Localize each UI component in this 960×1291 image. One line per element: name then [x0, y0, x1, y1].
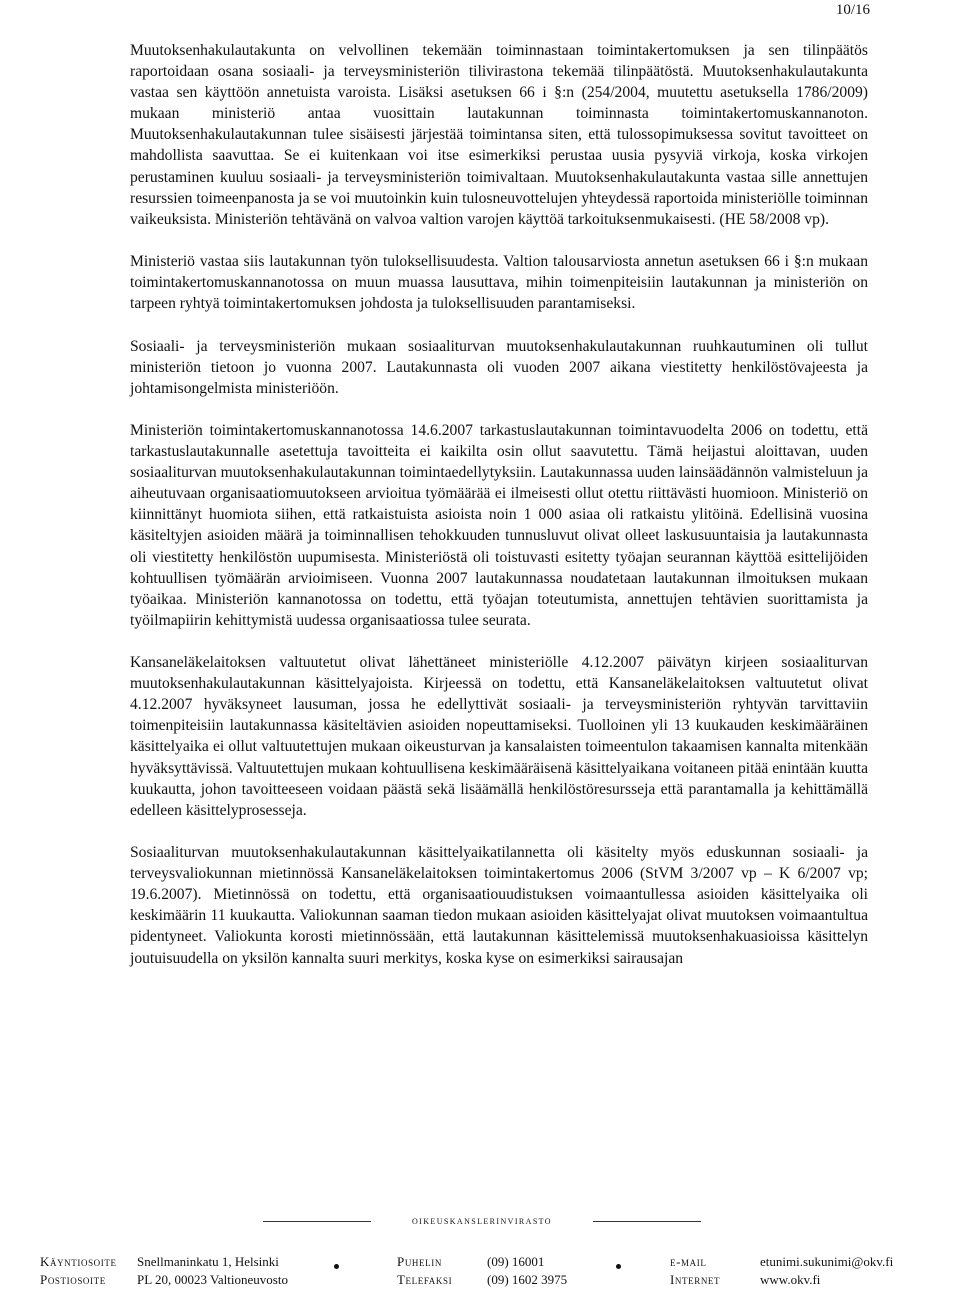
- document-body: [130, 40, 868, 990]
- visit-address-value: Snellmaninkatu 1, Helsinki: [137, 1254, 279, 1269]
- fax-value: (09) 1602 3975: [487, 1272, 568, 1287]
- fax-label: Telefaksi: [397, 1272, 453, 1287]
- paragraph: Kansaneläkelaitoksen valtuutetut olivat lähettäneet ministeriölle 4.12.2007 päivätyn kirjeen sosiaaliturvan muutoksenhakulautakunnan käsittelyajoista. Kirjeessä on todettu, että Kansaneläkelaitoksen valtuutetut olivat 4.12.2007 hyväksyneet lausuman, jossa he edellyttivät sosiaali- ja terveysministeriön ryhtyvän tarvittaviin toimenpiteisiin lautakunnassa käsiteltävien asioiden nopeuttamiseksi. Tuolloinen yli 13 kuukauden keskimääräinen käsittelyaika ei ollut valtuutettujen mukaan oikeusturvan ja kansalaisten toimeentulon takaamisen kannalta mitenkään hyväksyttävissä. Valtuutettujen mukaan kohtuullisena keskimääräisenä käsittelyaikana voitaneen pitää enintään kuutta kuukautta, johon tavoitteeseen voidaan päästä sekä lisäämällä henkilöstöresursseja että parantamalla ja kehittämällä edelleen käsittelyprosesseja.: [130, 654, 868, 819]
- email-label: e-mail: [670, 1254, 707, 1269]
- phone-value: (09) 16001: [487, 1254, 545, 1269]
- email-value[interactable]: etunimi.sukunimi@okv.fi: [760, 1254, 894, 1269]
- post-address-label: Postiosoite: [40, 1272, 106, 1287]
- phone-label: Puhelin: [397, 1254, 442, 1269]
- footer-separator-dot: [334, 1264, 339, 1269]
- internet-label: Internet: [670, 1272, 721, 1287]
- footer-divider-left: [263, 1221, 371, 1222]
- footer-organization-name: oikeuskanslerinvirasto: [412, 1213, 552, 1227]
- paragraph: Ministeriö vastaa siis lautakunnan työn tuloksellisuudesta. Valtion talousarviosta annetun asetuksen 66 i §:n mukaan toimintakertomuskannanotossa on muun muassa lausuttava, mihin toimenpiteisiin lautakunnan ja ministeriön on tarpeen ryhtyä toimintakertomuksen johdosta ja tuloksellisuuden parantamiseksi.: [130, 253, 868, 313]
- paragraph: Sosiaaliturvan muutoksenhakulautakunnan käsittelyaikatilannetta oli käsitelty myös eduskunnan sosiaali- ja terveysvaliokunnan mietinnössä Kansaneläkelaitoksen toimintakertomus 2006 (StVM 3/2007 vp – K 6/2007 vp; 19.6.2007). Mietinnössä on todettu, että organisaatiouudistuksen voimaantullessa asioiden käsittelyaika oli keskimäärin 11 kuukautta. Valiokunnan saaman tiedon mukaan asioiden käsittelyajat olivat muutoksen voimaantultua pidentyneet. Valiokunta korosti mietinnössään, että lautakunnan käsittelemissä muutoksenhakuasioissa käsittelyn joutuisuudella on yksilön kannalta suuri merkitys, koska kyse on esimerkiksi sairausajan: [130, 844, 868, 967]
- footer-divider-right: [593, 1221, 701, 1222]
- paragraph: Muutoksenhakulautakunta on velvollinen tekemään toiminnastaan toimintakertomuksen ja sen tilinpäätös raportoidaan osana sosiaali- ja terveysministeriön tilivirastona tekemää tilinpäätöstä. Muutoksenhakulautakunta vastaa sen käyttöön annetuista varoista. Lisäksi asetuksen 66 i §:n (254/2004, muutettu asetuksella 1786/2009) mukaan ministeriö antaa vuosittain lautakunnan toiminnasta toimintakertomuskannanoton. Muutoksenhakulautakunnan tulee sisäisesti järjestää toimintansa siten, että tulossopimuksessa sovitut tavoitteet on mahdollista saavuttaa. Se ei kuitenkaan voi itse esimerkiksi perustaa uusia pysyviä virkoja, koska virkojen perustaminen kuuluu sosiaali- ja terveysministeriön toimivaltaan. Muutoksenhakulautakunta vastaa sille annettujen resurssien toimeenpanosta ja se voi muutoinkin kuin tulosneuvottelujen yhteydessä raportoida ministeriölle toiminnan vaikeuksista. Ministeriön tehtävänä on valvoa valtion varojen käyttöä tarkoituksenmukaisesti. (HE 58/2008 vp).: [130, 42, 868, 228]
- paragraph: Sosiaali- ja terveysministeriön mukaan sosiaaliturvan muutoksenhakulautakunnan ruuhkautuminen oli tullut ministeriön tietoon jo vuonna 2007. Lautakunnasta oli vuoden 2007 aikana viestitetty henkilöstövajeesta ja johtamisongelmista ministeriöön.: [130, 337, 868, 397]
- footer-row-first: [0, 1254, 960, 1272]
- paragraph: Ministeriön toimintakertomuskannanotossa 14.6.2007 tarkastuslautakunnan toimintavuodelta 2006 on todettu, että tarkastuslautakunnalle asetettuja tavoitteita ei kaikilta osin ollut saavutettu. Tämä heijastui aloittavan, uuden sosiaaliturvan muutoksenhakulautakunnan toimintaedellytyksiin. Lautakunnassa uuden lainsäädännön valmisteluun ja aiheutuvaan organisaatiomuutokseen arvioitua työmäärää ei ilmeisesti ollut otettu riittävästi huomioon. Ministeriö on kiinnittänyt huomiota siihen, että ratkaistuista asioista noin 1 000 asiaa oli ratkaistu ylitöinä. Edellisinä vuosina käsiteltyjen asioiden määrä ja toiminnallisen tehokkuuden tunnusluvut olivat olleet laskusuuntaisia ja lautakunnasta oli viestitetty henkilöstön uupumisesta. Ministeriöstä oli toistuvasti esitetty työajan seurannan käyttöä esittelijöiden kohtuullisen työmäärän arvioimiseen. Vuonna 2007 lautakunnassa noudatetaan lautakunnan ilmoituksen mukaan työaikaa. Ministeriön kannanotossa on todettu, että työajan toteutumista, annettujen tehtävien suorittamista ja työilmapiirin kehittymistä uudessa organisaatiossa tulee seurata.: [130, 421, 868, 629]
- visit-address-label: Käyntiosoite: [40, 1254, 117, 1269]
- page-number: 10/16: [835, 2, 870, 18]
- footer-separator-dot: [616, 1264, 621, 1269]
- footer-row-second: [0, 1272, 960, 1290]
- internet-value[interactable]: www.okv.fi: [760, 1272, 821, 1287]
- post-address-value: PL 20, 00023 Valtioneuvosto: [137, 1272, 288, 1287]
